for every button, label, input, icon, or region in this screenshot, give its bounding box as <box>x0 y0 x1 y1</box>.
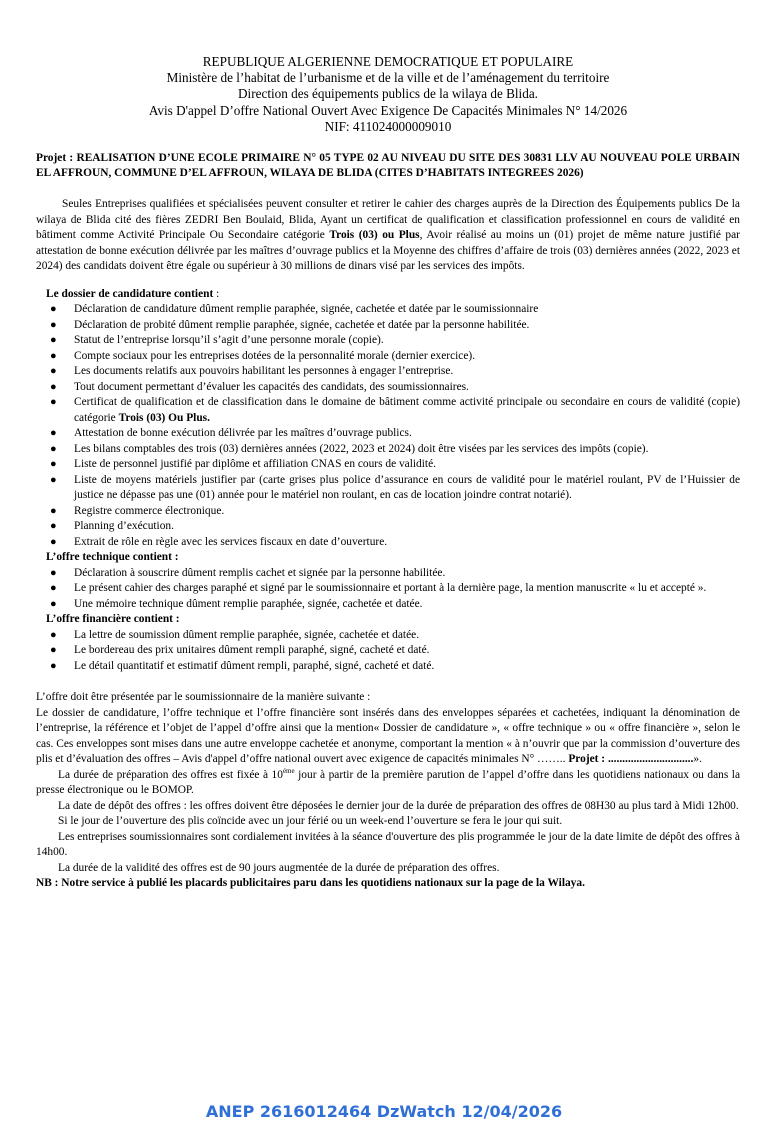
list-item: ● Compte sociaux pour les entreprises dotées de la personnalité morale (dernier exercice). <box>50 349 476 362</box>
intro-category: Trois (03) ou Plus <box>329 229 420 242</box>
dossier-section-title: Le dossier de candidature contient : <box>46 287 220 300</box>
intro-paragraph <box>36 197 740 275</box>
list-item: ● Tout document permettant d’évaluer les capacités des candidats, des soumissionnaires. <box>50 380 469 393</box>
header-notice-title: Avis D'appel D’offre National Ouvert Avec Exigence De Capacités Minimales N° 14/2026 <box>148 102 628 118</box>
list-item: ● Les documents relatifs aux pouvoirs habilitant les personnes à engager l’entreprise. <box>50 365 454 378</box>
closing-envelopes: Le dossier de candidature, l’offre technique et l’offre financière sont insérés dans des enveloppes séparées et cachetées, indiquant la dénomination de l’entreprise, la référence et l’objet de l’appel d’offre ainsi que la mention« Dossier de candidature », « offre technique » ou « offre financière », selon le cas. Ces enveloppes sont mises dans une autre enveloppe cachetée et anonyme, comportant la mention « à n’ouvrir que par la commission d’ouverture des plis et d’évaluation des offres – Avis d'appel d’offre national ouvert avec exigence de capacités minimales N° …….. Projet : ..............................». <box>36 706 740 766</box>
intro-part2: , Avoir réalisé au moins un (01) projet de même nature justifié par attestation de bonne exécution délivrée par les maîtres d’ouvrage publics et la Moyenne des chiffres d’affaire de trois (03) dernières années (2022, 2023 et 2024) des candidats doivent être égale ou supérieur à 30 millions de dinars visé par les services des impôts. <box>36 229 740 273</box>
project-title <box>36 151 740 181</box>
closing-preparation: La durée de préparation des offres est fixée à $10^{éme}$ jour à partir de la première parution de l’appel d’offre dans les quotidiens nationaux ou dans la presse électronique ou le BOMOP. <box>36 766 740 797</box>
list-item: ● La lettre de soumission dûment remplie paraphée, signée, cachetée et datée. <box>50 628 420 641</box>
closing-section <box>36 690 740 892</box>
list-item: ● Les bilans comptables des trois (03) dernières années (2022, 2023 et 2024) doit être visées par les services des impôts (copie). <box>50 442 649 455</box>
header-direction: Direction des équipements publics de la wilaya de Blida. <box>238 86 538 102</box>
financiere-list <box>36 628 740 675</box>
intro-part1: Seules Entreprises qualifiées et spécialisées peuvent consulter et retirer le cahier des charges auprès de la Direction des Équipements publics De la wilaya de Blida cité des fières ZEDRI Ben Boulaid, Blida, Ayant un certificat de qualification et classification professionnel en cours de validité en bâtiment comme Activité Principale Ou Secondaire catégorie <box>36 198 740 242</box>
closing-invitation: Les entreprises soumissionnaires sont cordialement invitées à la séance d'ouverture des plis programmée le jour de la date limite de dépôt des offres à 14h00. <box>36 830 740 859</box>
list-item: ● Registre commerce électronique. <box>50 504 225 517</box>
list-item: ● Le bordereau des prix unitaires dûment rempli paraphé, signé, cacheté et daté. <box>50 644 430 657</box>
header-ministry: Ministère de l’habitat de l’urbanisme et de la ville et de l’aménagement du territoire <box>166 70 610 86</box>
document-page <box>36 54 740 892</box>
list-item: ● Liste de moyens matériels justifier par (carte grises plus police d’assurance en cours de validité pour le matériel roulant, PV de l’Huissier de justice ne dépasse pas une (01) année pour le matériel non roulant, en cas de location joindre contrat notarié). <box>50 473 740 502</box>
dossier-list <box>36 302 740 550</box>
closing-validity: La durée de la validité des offres est de 90 jours augmentée de la durée de préparation des offres. <box>58 861 500 874</box>
publication-footer: ANEP 2616012464 DzWatch 12/04/2026 <box>205 1102 563 1121</box>
list-item: ● Le présent cahier des charges paraphé et signé par le soumissionnaire et portant à la dernière page, la mention manuscrite « lu et accepté ». <box>50 582 707 595</box>
list-item: ● Certificat de qualification et de classification dans le domaine de bâtiment comme activité principale ou secondaire en cours de validité (copie) catégorie Trois (03) Ou Plus. <box>50 396 740 424</box>
list-item: ● Extrait de rôle en règle avec les services fiscaux en date d’ouverture. <box>50 535 388 548</box>
technique-section-title: L’offre technique contient : <box>46 551 179 564</box>
header-nif: NIF: 411024000009010 <box>324 118 452 134</box>
financiere-section-title: L’offre financière contient : <box>46 613 180 626</box>
dossier-title-text: Le dossier de candidature contient <box>46 287 214 300</box>
list-item: ● Statut de l’entreprise lorsqu’il s’agit d’une personne morale (copie). <box>50 334 384 347</box>
project-label: Projet : <box>36 152 77 165</box>
list-item: ● Déclaration de probité dûment remplie paraphée, signée, cachetée et datée par la personne habilitée. <box>50 318 530 331</box>
header-republic: REPUBLIQUE ALGERIENNE DEMOCRATIQUE ET POPULAIRE <box>202 54 574 69</box>
list-item: ● Déclaration à souscrire dûment remplis cachet et signée par la personne habilitée. <box>50 566 446 579</box>
closing-holiday: Si le jour de l’ouverture des plis coïncide avec un jour férié ou un week-end l’ouverture se fera le jour qui suit. <box>58 815 563 828</box>
list-item: ● Une mémoire technique dûment remplie paraphée, signée, cachetée et datée. <box>50 597 423 610</box>
list-item: ● Le détail quantitatif et estimatif dûment rempli, paraphé, signé, cacheté et daté. <box>50 659 435 672</box>
technique-list <box>36 566 740 613</box>
list-item: ● Attestation de bonne exécution délivrée par les maîtres d’ouvrage publics. <box>50 427 412 440</box>
list-item: ● Déclaration de candidature dûment remplie paraphée, signée, cachetée et datée par le soumissionnaire <box>50 303 539 316</box>
closing-nb: NB : Notre service à publié les placards publicitaires paru dans les quotidiens nationaux sur la page de la Wilaya. <box>36 877 585 890</box>
closing-intro: L’offre doit être présentée par le soumissionnaire de la manière suivante : <box>36 691 371 704</box>
project-text: REALISATION D’UNE ECOLE PRIMAIRE N° 05 TYPE 02 AU NIVEAU DU SITE DES 30831 LLV AU NOUVEAU POLE URBAIN EL AFFROUN, COMMUNE D’EL AFFROUN, WILAYA DE BLIDA (CITES D’HABITATS INTEGREES 2026) <box>36 152 740 180</box>
document-header <box>36 54 740 135</box>
closing-deposit: La date de dépôt des offres : les offres doivent être déposées le dernier jour de la durée de préparation des offres de 08H30 au plus tard à Midi 12h00. <box>58 799 739 812</box>
list-item: ● Planning d’exécution. <box>50 520 174 533</box>
list-item: ● Liste de personnel justifié par diplôme et affiliation CNAS en cours de validité. <box>50 458 436 471</box>
